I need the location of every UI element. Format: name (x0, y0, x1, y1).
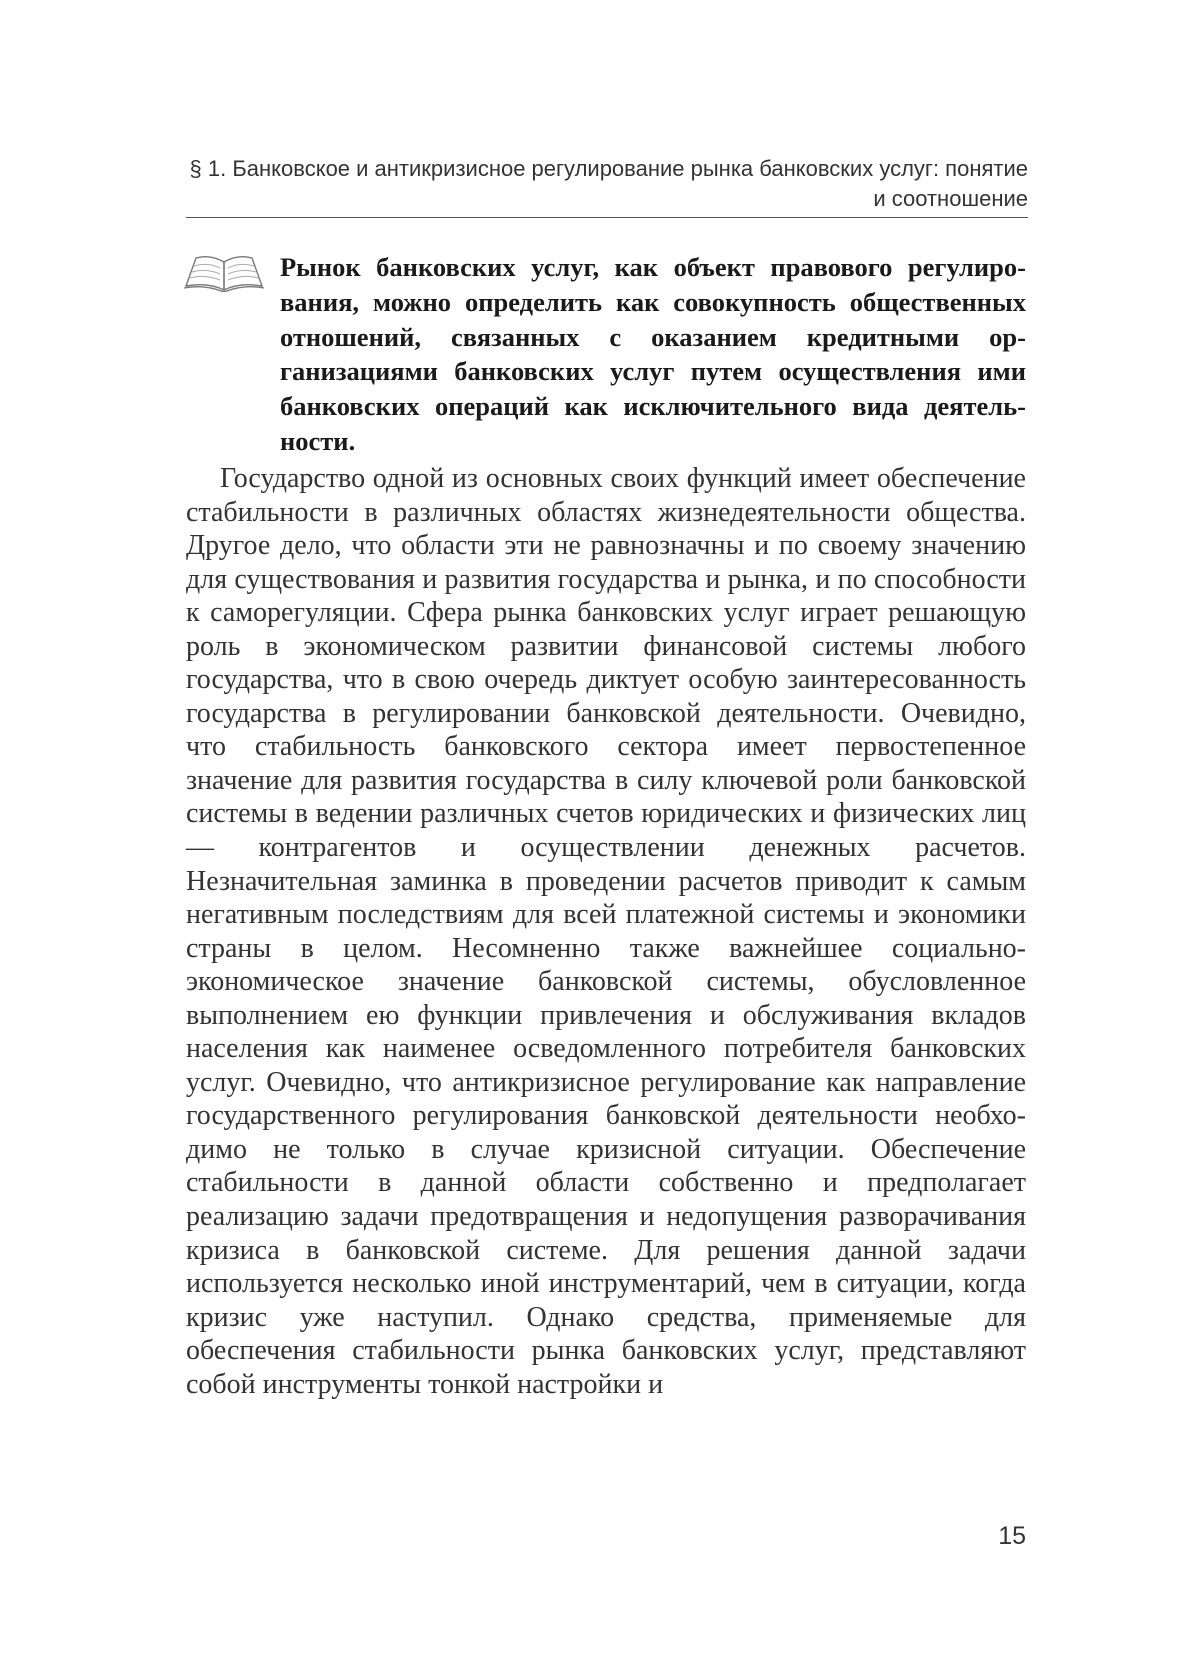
open-book-icon (182, 252, 266, 292)
running-head: § 1. Банковское и антикризисное регулирование рынка банковских услуг: понятие и соотношение (189, 156, 1028, 211)
header-divider (186, 217, 1028, 218)
page-number: 15 (998, 1522, 1026, 1550)
body-paragraph: Государство одной из основных своих функций имеет обеспечение стабильности в различных областях жизнедеятельности общества. Другое дело, что области эти не равнозначны и по своему значению для существования и развития государства и рынка, и по способности к саморегуляции. Сфера рынка банковских услуг играет решающую роль в экономическом развитии финансовой системы любого государства, что в свою очередь диктует особую заинтересованность государства в регулировании банковской деятельности. Очевидно, что стабильность банковского сектора имеет первостепенное значение для развития государства в силу ключевой роли банковской системы в ведении различных счетов юридических и физических лиц — контрагентов и осуществлении денежных расчетов. Незначительная заминка в проведении расчетов приводит к самым негативным последствиям для всей платежной системы и экономики страны в целом. Несомненно также важнейшее социально-экономическое значение банковской системы, обусловленное выполнением ею функции привлечения и обслуживания вкладов населения как наименее осведомленного потребителя банковских услуг. Очевидно, что антикризисное регулирование как направление государственного регулирования банковской деятельности необходимо не только в случае кризисной ситуации. Обеспечение стабильности в данной области собственно и предполагает реализацию задачи предотвращения и недопущения разворачивания кризиса в банковской системе. Для решения данной задачи используется несколько иной инструментарий, чем в ситуации, когда кризис уже наступил. Однако средства, применяемые для обеспечения стабильности рынка банковских услуг, представляют собой инструменты тонкой настройки и (186, 463, 1026, 1400)
definition-text: Рынок банковских услуг, как объект правового регулирования, можно определить как совокупность общественных отношений, связанных с оказанием кредитными организациями банковских услуг путем осуществления ими банковских операций как исключительного вида деятельности. (280, 252, 1026, 456)
